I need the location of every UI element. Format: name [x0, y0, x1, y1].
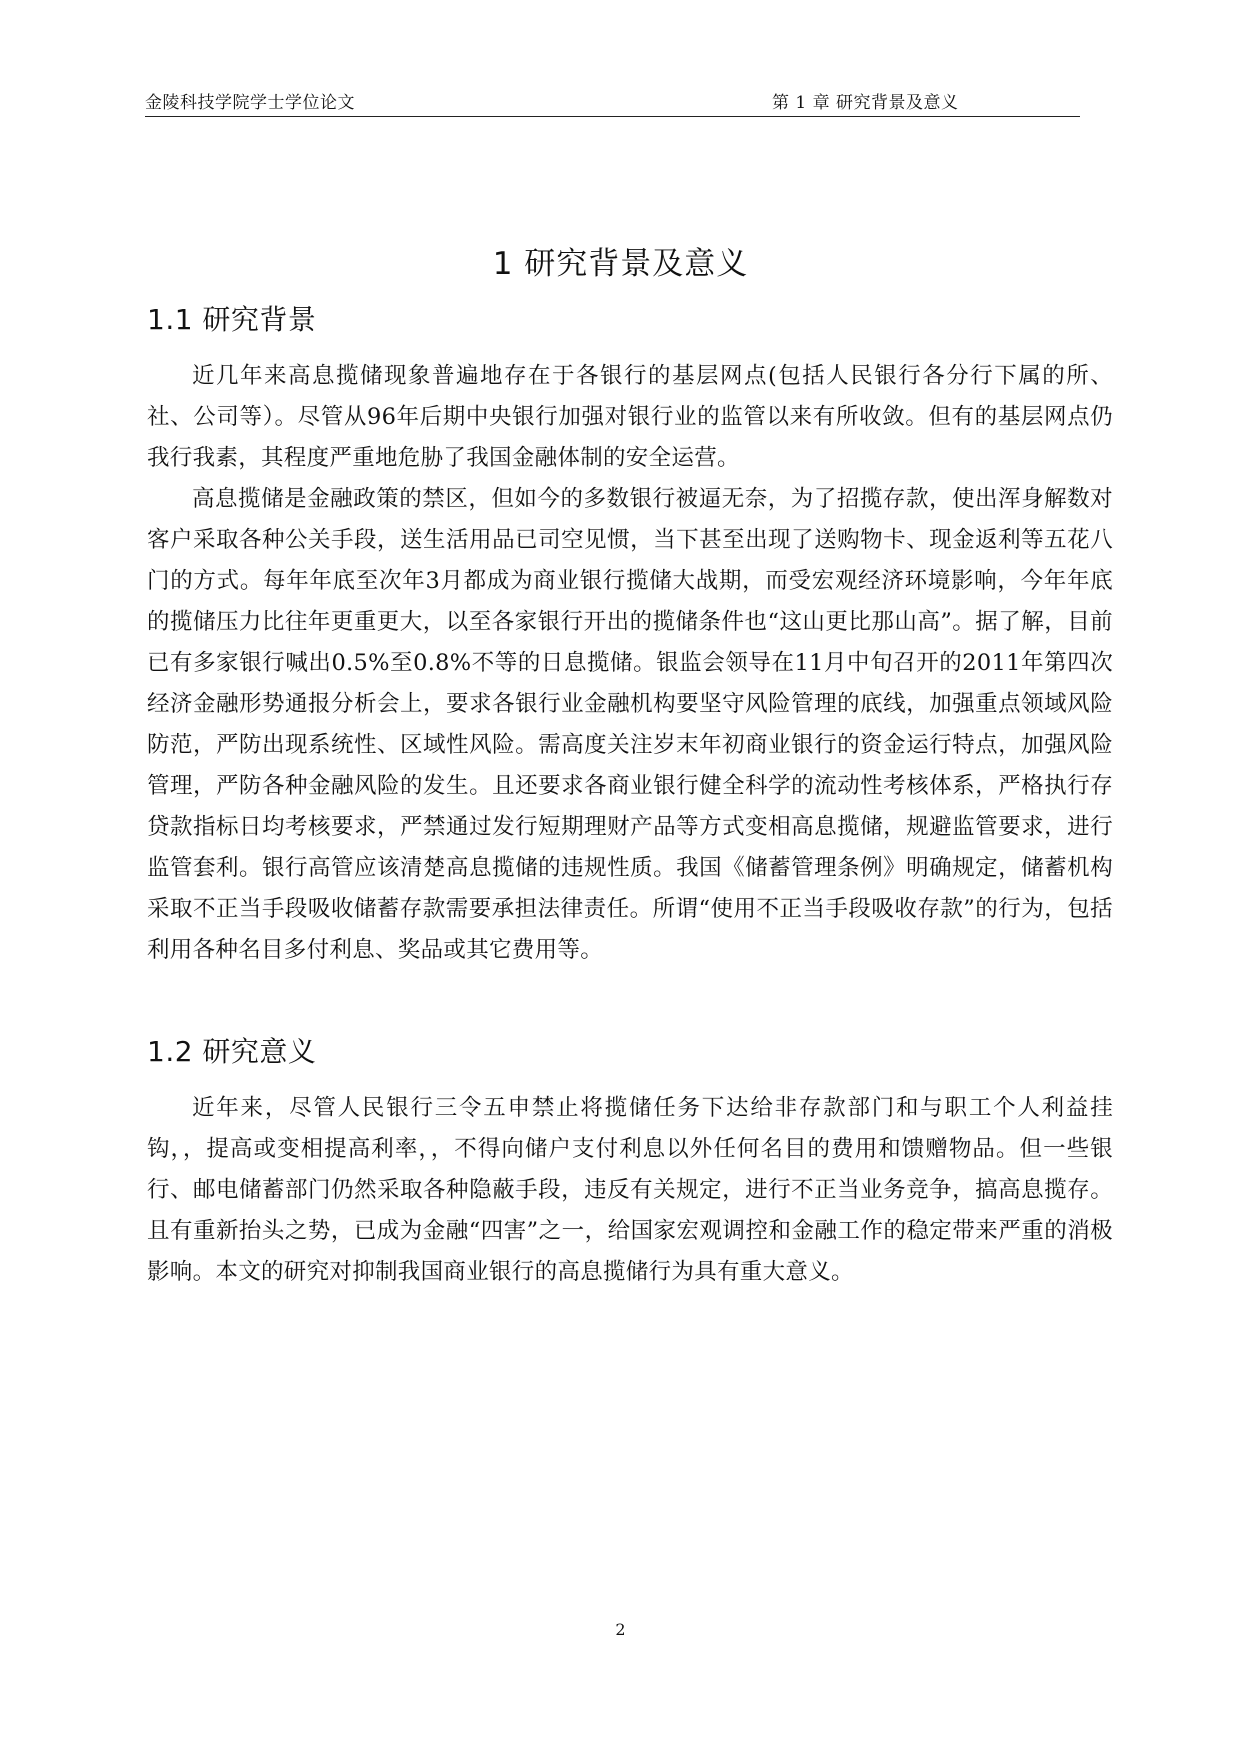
- header-chapter-title: 第 1 章 研究背景及意义: [772, 93, 959, 113]
- page-number: 2: [615, 1620, 626, 1639]
- page-header: [145, 86, 1080, 117]
- header-thesis-title: 金陵科技学院学士学位论文: [145, 93, 355, 113]
- paragraph: 高息揽储是金融政策的禁区，但如今的多数银行被逼无奈，为了招揽存款，使出浑身解数对客户采取各种公关手段，送生活用品已司空见惯，当下甚至出现了送购物卡、现金返利等五花八门的方式。每年年底至次年3月都成为商业银行揽储大战期，而受宏观经济环境影响，今年年底的揽储压力比往年更重更大，以至各家银行开出的揽储条件也“这山更比那山高”。据了解，目前已有多家银行喊出0.5%至0.8%不等的日息揽储。银监会领导在11月中旬召开的2011年第四次经济金融形势通报分析会上，要求各银行业金融机构要坚守风险管理的底线，加强重点领域风险防范，严防出现系统性、区域性风险。需高度关注岁末年初商业银行的资金运行特点，加强风险管理，严防各种金融风险的发生。且还要求各商业银行健全科学的流动性考核体系，严格执行存贷款指标日均考核要求，严禁通过发行短期理财产品等方式变相高息揽储，规避监管要求，进行监管套利。银行高管应该清楚高息揽储的违规性质。我国《储蓄管理条例》明确规定，储蓄机构采取不正当手段吸收储蓄存款需要承担法律责任。所谓“使用不正当手段吸收存款”的行为，包括利用各种名目多付利息、奖品或其它费用等。: [147, 486, 1113, 963]
- section-title-significance: 1.2 研究意义: [147, 1035, 317, 1068]
- section-title-background: 1.1 研究背景: [147, 303, 317, 336]
- chapter-title: 1 研究背景及意义: [492, 246, 749, 282]
- paragraph: 近几年来高息揽储现象普遍地存在于各银行的基层网点(包括人民银行各分行下属的所、社、公司等）。尽管从96年后期中央银行加强对银行业的监管以来有所收敛。但有的基层网点仍我行我素，其程度严重地危胁了我国金融体制的安全运营。: [147, 363, 1113, 471]
- paragraph: 近年来，尽管人民银行三令五申禁止将揽储任务下达给非存款部门和与职工个人利益挂钩，，提高或变相提高利率，，不得向储户支付利息以外任何名目的费用和馈赠物品。但一些银行、邮电储蓄部门仍然采取各种隐蔽手段，违反有关规定，进行不正当业务竞争，搞高息揽存。且有重新抬头之势，已成为金融“四害”之一，给国家宏观调控和金融工作的稳定带来严重的消极影响。本文的研究对抑制我国商业银行的高息揽储行为具有重大意义。: [147, 1095, 1113, 1285]
